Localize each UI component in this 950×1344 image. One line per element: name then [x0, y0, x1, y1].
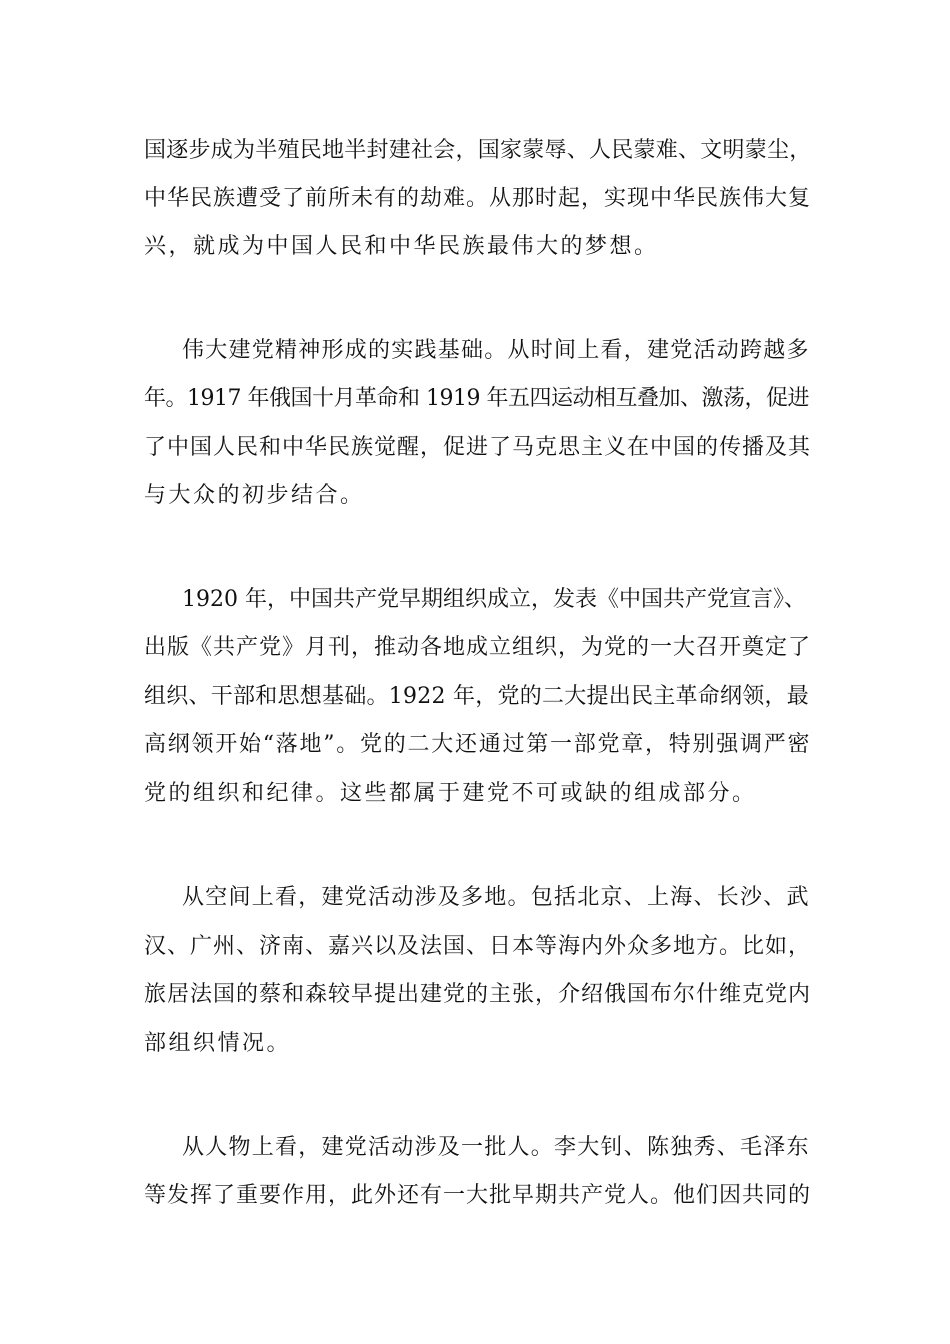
- paragraph-2-line-2: 年。1917 年俄国十月革命和 1919 年五四运动相互叠加、激荡，促进: [144, 386, 809, 411]
- paragraph-3-line-5: 党的组织和纪律。这些都属于建党不可或缺的组成部分。: [144, 781, 757, 806]
- paragraph-2-line-1: 伟大建党精神形成的实践基础。从时间上看，建党活动跨越多: [182, 338, 810, 363]
- paragraph-5-line-2: 等发挥了重要作用，此外还有一大批早期共产党人。他们因共同的: [144, 1183, 812, 1208]
- paragraph-5-line-1: 从人物上看，建党活动涉及一批人。李大钊、陈独秀、毛泽东: [182, 1135, 810, 1160]
- paragraph-4-line-1: 从空间上看，建党活动涉及多地。包括北京、上海、长沙、武: [182, 885, 810, 910]
- paragraph-3-line-4: 高纲领开始“落地”。党的二大还通过第一部党章，特别强调严密: [144, 732, 812, 757]
- paragraph-2-line-4: 与大众的初步结合。: [144, 483, 365, 508]
- paragraph-3-line-3: 组织、干部和思想基础。1922 年，党的二大提出民主革命纲领，最: [144, 684, 809, 709]
- paragraph-4-line-3: 旅居法国的蔡和森较早提出建党的主张，介绍俄国布尔什维克党内: [144, 982, 812, 1007]
- paragraph-3-line-1: 1920 年，中国共产党早期组织成立，发表《中国共产党宣言》、: [182, 587, 806, 612]
- paragraph-1-line-1: 国逐步成为半殖民地半封建社会，国家蒙辱、人民蒙难、文明蒙尘，: [144, 138, 812, 163]
- paragraph-4-line-4: 部组织情况。: [144, 1031, 292, 1056]
- paragraph-4-line-2: 汉、广州、济南、嘉兴以及法国、日本等海内外众多地方。比如，: [144, 934, 812, 959]
- paragraph-2-line-3: 了中国人民和中华民族觉醒，促进了马克思主义在中国的传播及其: [144, 435, 812, 460]
- paragraph-1-line-2: 中华民族遭受了前所未有的劫难。从那时起，实现中华民族伟大复: [144, 186, 812, 211]
- paragraph-1-line-3: 兴，就成为中国人民和中华民族最伟大的梦想。: [144, 234, 659, 259]
- paragraph-3-line-2: 出版《共产党》月刊，推动各地成立组织，为党的一大召开奠定了: [144, 635, 812, 660]
